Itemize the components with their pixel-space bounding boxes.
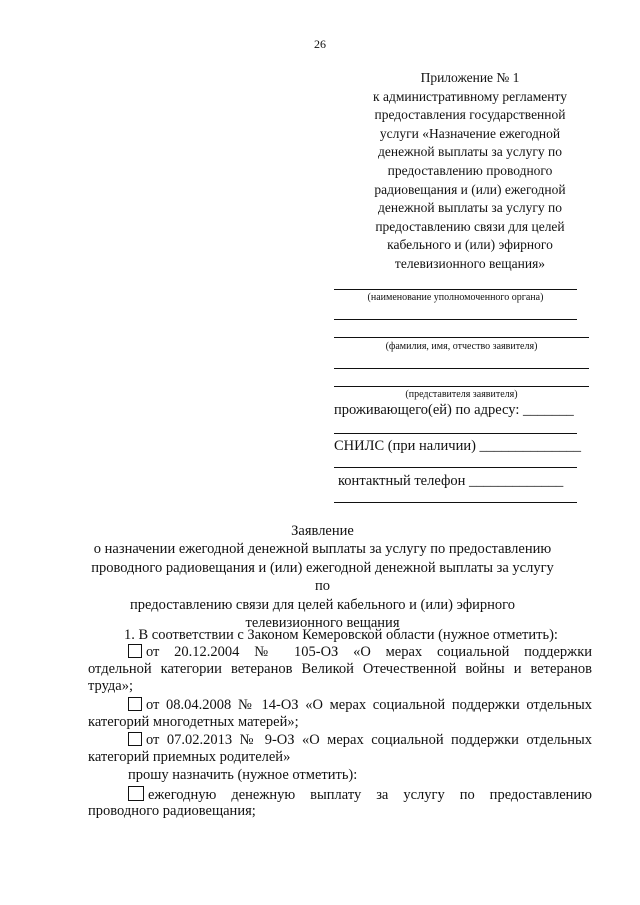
request-intro: прошу назначить (нужное отметить):	[128, 767, 358, 783]
appendix-line: радиовещания и (или) ежегодной	[374, 181, 566, 197]
law1-text: от 20.12.2004 № 105-ОЗ «О мерах социальной поддержки	[146, 644, 592, 660]
appendix-line: денежной выплаты за услугу по	[378, 200, 562, 216]
option1-row	[128, 786, 592, 805]
representative-caption: (представителя заявителя)	[405, 389, 518, 400]
page-number: 26	[314, 37, 326, 51]
law1-line2: отдельной категории ветеранов Великой Отечественной войны и ветеранов	[88, 661, 592, 677]
appendix-line: денежной выплаты за услугу по	[378, 144, 562, 160]
fio-field-line-2[interactable]	[334, 368, 589, 369]
appendix-title: Приложение № 1	[420, 70, 520, 85]
statement-subtitle-line: о назначении ежегодной денежной выплаты за услугу по предоставлению	[93, 541, 552, 558]
appendix-line: кабельного и (или) эфирного	[387, 237, 553, 253]
law2-row	[128, 697, 592, 715]
law3-text: от 07.02.2013 № 9-ОЗ «О мерах социальной поддержки отдельных	[146, 732, 592, 748]
law3-line2: категорий приемных родителей»	[88, 749, 291, 765]
appendix-line: услуги «Назначение ежегодной	[379, 125, 561, 141]
representative-field-line[interactable]	[334, 386, 589, 387]
option1-line2: проводного радиовещания;	[88, 803, 256, 819]
address-field-line[interactable]	[334, 433, 577, 434]
statement-heading	[90, 522, 555, 632]
fio-caption: (фамилия, имя, отчество заявителя)	[385, 341, 538, 352]
fio-field-line[interactable]	[334, 337, 589, 338]
law2-checkbox[interactable]	[128, 697, 142, 711]
snils-label: СНИЛС (при наличии) ______________	[334, 438, 582, 454]
statement-subtitle-line: предоставлению связи для целей кабельного и (или) эфирного	[130, 596, 515, 613]
appendix-line: предоставлению связи для целей	[375, 218, 565, 234]
item1-intro: 1. В соответствии с Законом Кемеровской области (нужное отметить):	[124, 627, 558, 643]
phone-field-line[interactable]	[334, 502, 577, 503]
appendix-header	[345, 69, 595, 274]
option1-text: ежегодную денежную выплату за услугу по предоставлению	[148, 787, 592, 803]
appendix-line: к административному регламенту	[373, 88, 567, 104]
address-label: проживающего(ей) по адресу: _______	[334, 402, 574, 418]
law2-line2: категорий многодетных матерей»;	[88, 714, 299, 730]
law1-line3: труда»;	[88, 678, 134, 694]
authority-field-line-2[interactable]	[334, 319, 577, 320]
law1-checkbox[interactable]	[128, 644, 142, 658]
phone-label: контактный телефон _____________	[338, 473, 564, 489]
law1-row	[128, 644, 592, 662]
law3-checkbox[interactable]	[128, 732, 142, 746]
appendix-line: предоставления государственной	[374, 107, 566, 123]
snils-field-line[interactable]	[334, 467, 577, 468]
appendix-line: телевизионного вещания»	[394, 255, 546, 271]
law2-text: от 08.04.2008 № 14-ОЗ «О мерах социальной поддержки отдельных	[146, 697, 592, 713]
law3-row	[128, 732, 592, 750]
appendix-line: предоставлению проводного	[387, 162, 553, 178]
authority-field-line[interactable]	[334, 289, 577, 290]
option1-checkbox[interactable]	[128, 786, 144, 801]
authority-caption: (наименование уполномоченного органа)	[367, 292, 544, 303]
statement-title: Заявление	[291, 523, 354, 539]
statement-subtitle-line: проводного радиовещания и (или) ежегодной денежной выплаты за услугу по	[91, 559, 554, 595]
statement-subtitle-line: телевизионного вещания	[245, 615, 400, 632]
